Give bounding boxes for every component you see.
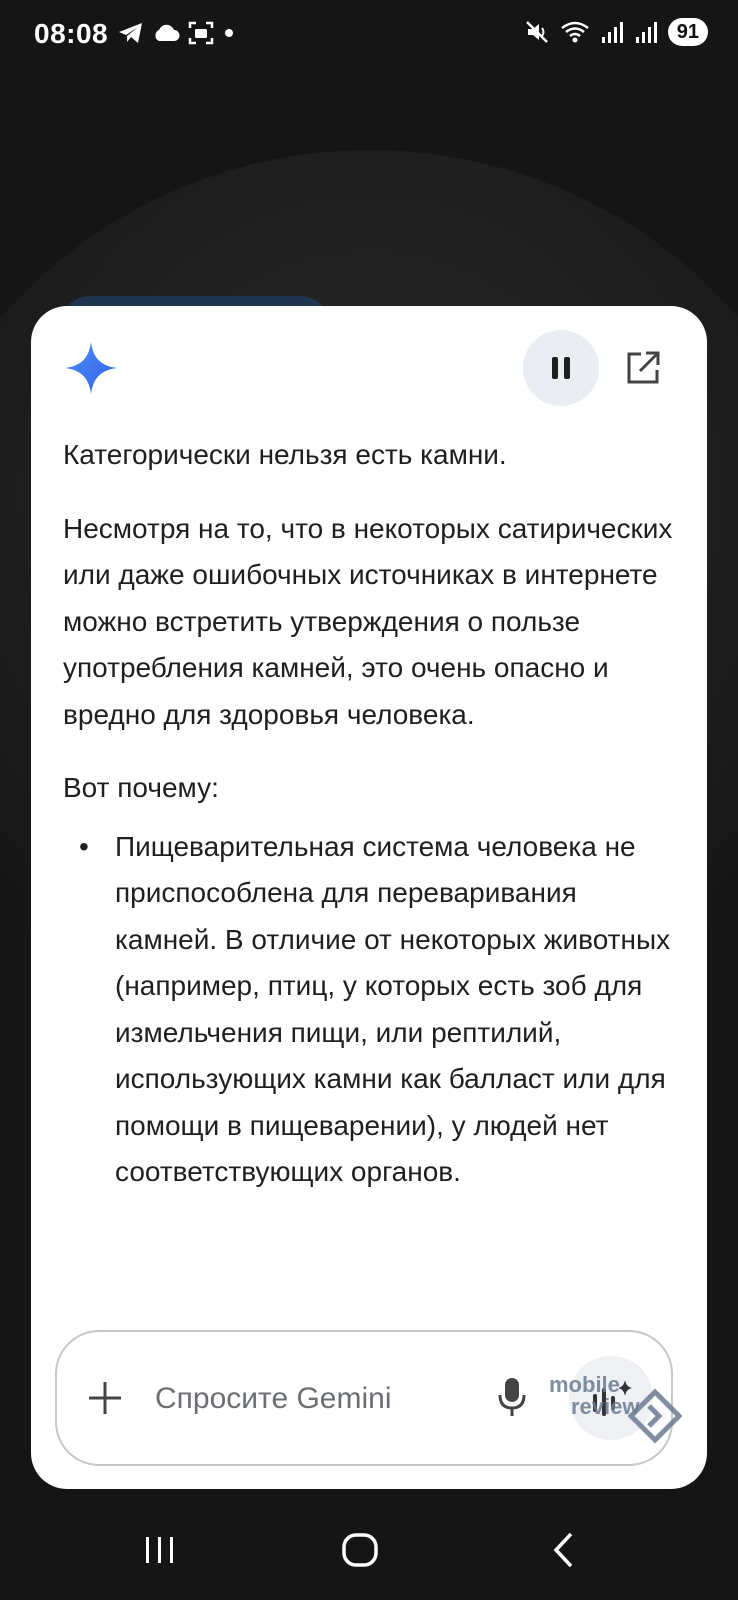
pause-icon bbox=[550, 355, 572, 381]
home-icon bbox=[340, 1530, 380, 1570]
pause-button[interactable] bbox=[523, 330, 599, 406]
telegram-icon bbox=[118, 21, 144, 45]
cloud-icon bbox=[152, 22, 180, 44]
prompt-input[interactable] bbox=[153, 1370, 477, 1428]
recents-button[interactable] bbox=[130, 1520, 190, 1580]
response-paragraph: Несмотря на то, что в некоторых сатирических или даже ошибочных источниках в интернете можно встретить утверждения о пользе употребления камней, это очень опасно и вредно для здоровья человека. bbox=[63, 512, 673, 730]
list-item-text: Пищеварительная система человека не приспособлена для переваривания камней. В отличие от некоторых животных (например, птиц, у которых есть зоб для измельчения пищи, или рептилий, использующих камни как балласт или для помощи в пищеварении), у людей нет соответствующих органов. bbox=[115, 830, 671, 1187]
watermark bbox=[549, 1374, 640, 1418]
system-icons bbox=[524, 18, 708, 46]
watermark-line: review bbox=[571, 1394, 640, 1419]
prompt-input-bar bbox=[55, 1330, 673, 1466]
notification-icons bbox=[118, 21, 236, 45]
mute-icon bbox=[524, 19, 550, 45]
home-button[interactable] bbox=[330, 1520, 390, 1580]
watermark-line: mobile bbox=[549, 1372, 620, 1397]
response-content bbox=[63, 432, 673, 1196]
signal-icon bbox=[600, 19, 624, 45]
dot-icon bbox=[222, 26, 236, 40]
screenshot-icon bbox=[188, 21, 214, 45]
back-button[interactable] bbox=[534, 1520, 594, 1580]
battery-level: 91 bbox=[668, 18, 708, 46]
signal-icon bbox=[634, 19, 658, 45]
navigation-bar bbox=[0, 1500, 738, 1600]
gemini-overlay-panel bbox=[31, 306, 707, 1489]
gemini-star-icon bbox=[63, 340, 119, 396]
response-bullet-list bbox=[63, 824, 673, 1196]
list-item bbox=[63, 824, 673, 1196]
bullet-icon: • bbox=[79, 830, 89, 862]
watermark-logo-icon bbox=[627, 1388, 683, 1444]
clock: 08:08 bbox=[34, 18, 109, 49]
status-bar bbox=[0, 0, 738, 70]
response-paragraph: Вот почему: bbox=[63, 772, 219, 803]
open-in-new-icon[interactable] bbox=[625, 350, 661, 386]
back-icon bbox=[549, 1531, 579, 1569]
wifi-icon bbox=[560, 19, 590, 45]
response-paragraph: Категорически нельзя есть камни. bbox=[63, 439, 507, 470]
add-attachment-icon[interactable] bbox=[87, 1380, 123, 1416]
microphone-icon[interactable] bbox=[497, 1376, 527, 1418]
recents-icon bbox=[143, 1534, 177, 1566]
